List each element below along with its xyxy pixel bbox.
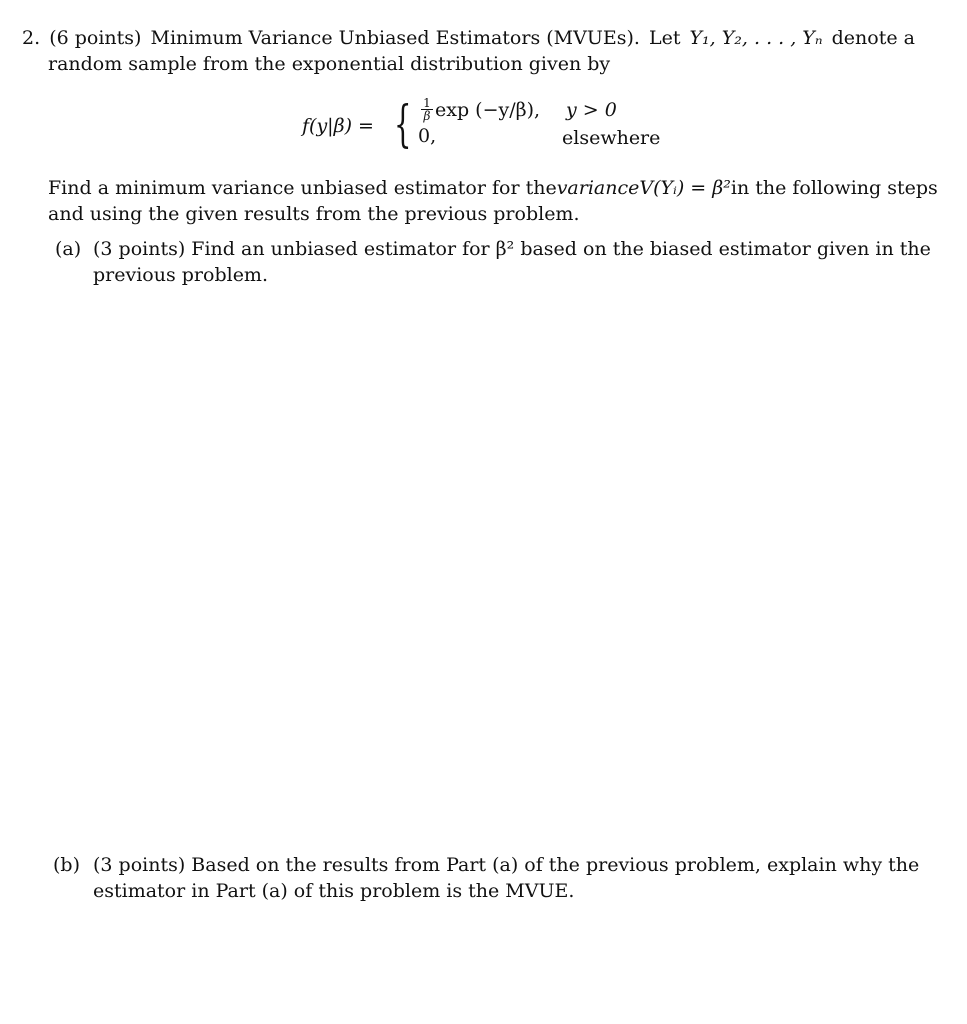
formula-case2: 0,: [418, 125, 437, 147]
left-brace: {: [394, 95, 412, 153]
part-a-label: (a): [55, 238, 82, 260]
task-line1: [48, 176, 938, 200]
pdf-formula: [302, 96, 662, 156]
formula-case1: exp (−y/β),: [435, 99, 541, 121]
formula-case1-condition: y > 0: [566, 99, 617, 121]
fraction-denominator: β: [423, 109, 431, 123]
fraction-numerator: 1: [421, 97, 433, 110]
intro-tail: denote a: [831, 27, 915, 49]
formula-fraction: [421, 97, 433, 122]
problem-intro-line2: random sample from the exponential distribution given by: [48, 53, 611, 75]
part-a-line1: (3 points) Find an unbiased estimator for β² based on the biased estimator given in the: [93, 238, 931, 260]
task-line2: and using the given results from the previous problem.: [48, 203, 580, 225]
part-b-label: (b): [53, 854, 80, 876]
sample-variables: Y₁, Y₂, . . . , Yₙ: [689, 27, 823, 49]
formula-case2-condition: elsewhere: [562, 127, 661, 149]
part-a-line2: previous problem.: [93, 264, 268, 286]
problem-number: 2.: [22, 27, 41, 49]
part-b-line1: (3 points) Based on the results from Part (a) of the previous problem, explain why the: [93, 854, 920, 876]
problem-title: Minimum Variance Unbiased Estimators (MVUEs).: [150, 27, 640, 49]
task-text-a: Find a minimum variance unbiased estimator for the: [48, 177, 557, 199]
task-variance-expr: V(Yᵢ) = β²: [639, 177, 731, 199]
task-variance-word: variance: [556, 177, 640, 199]
task-text-b: in the following steps: [730, 177, 938, 199]
problem-points: (6 points): [49, 27, 142, 49]
intro-lead: Let: [648, 27, 681, 49]
formula-lhs: f(y|β) =: [302, 115, 374, 137]
problem-header: [22, 26, 915, 50]
part-b-line2: estimator in Part (a) of this problem is the MVUE.: [93, 880, 575, 902]
